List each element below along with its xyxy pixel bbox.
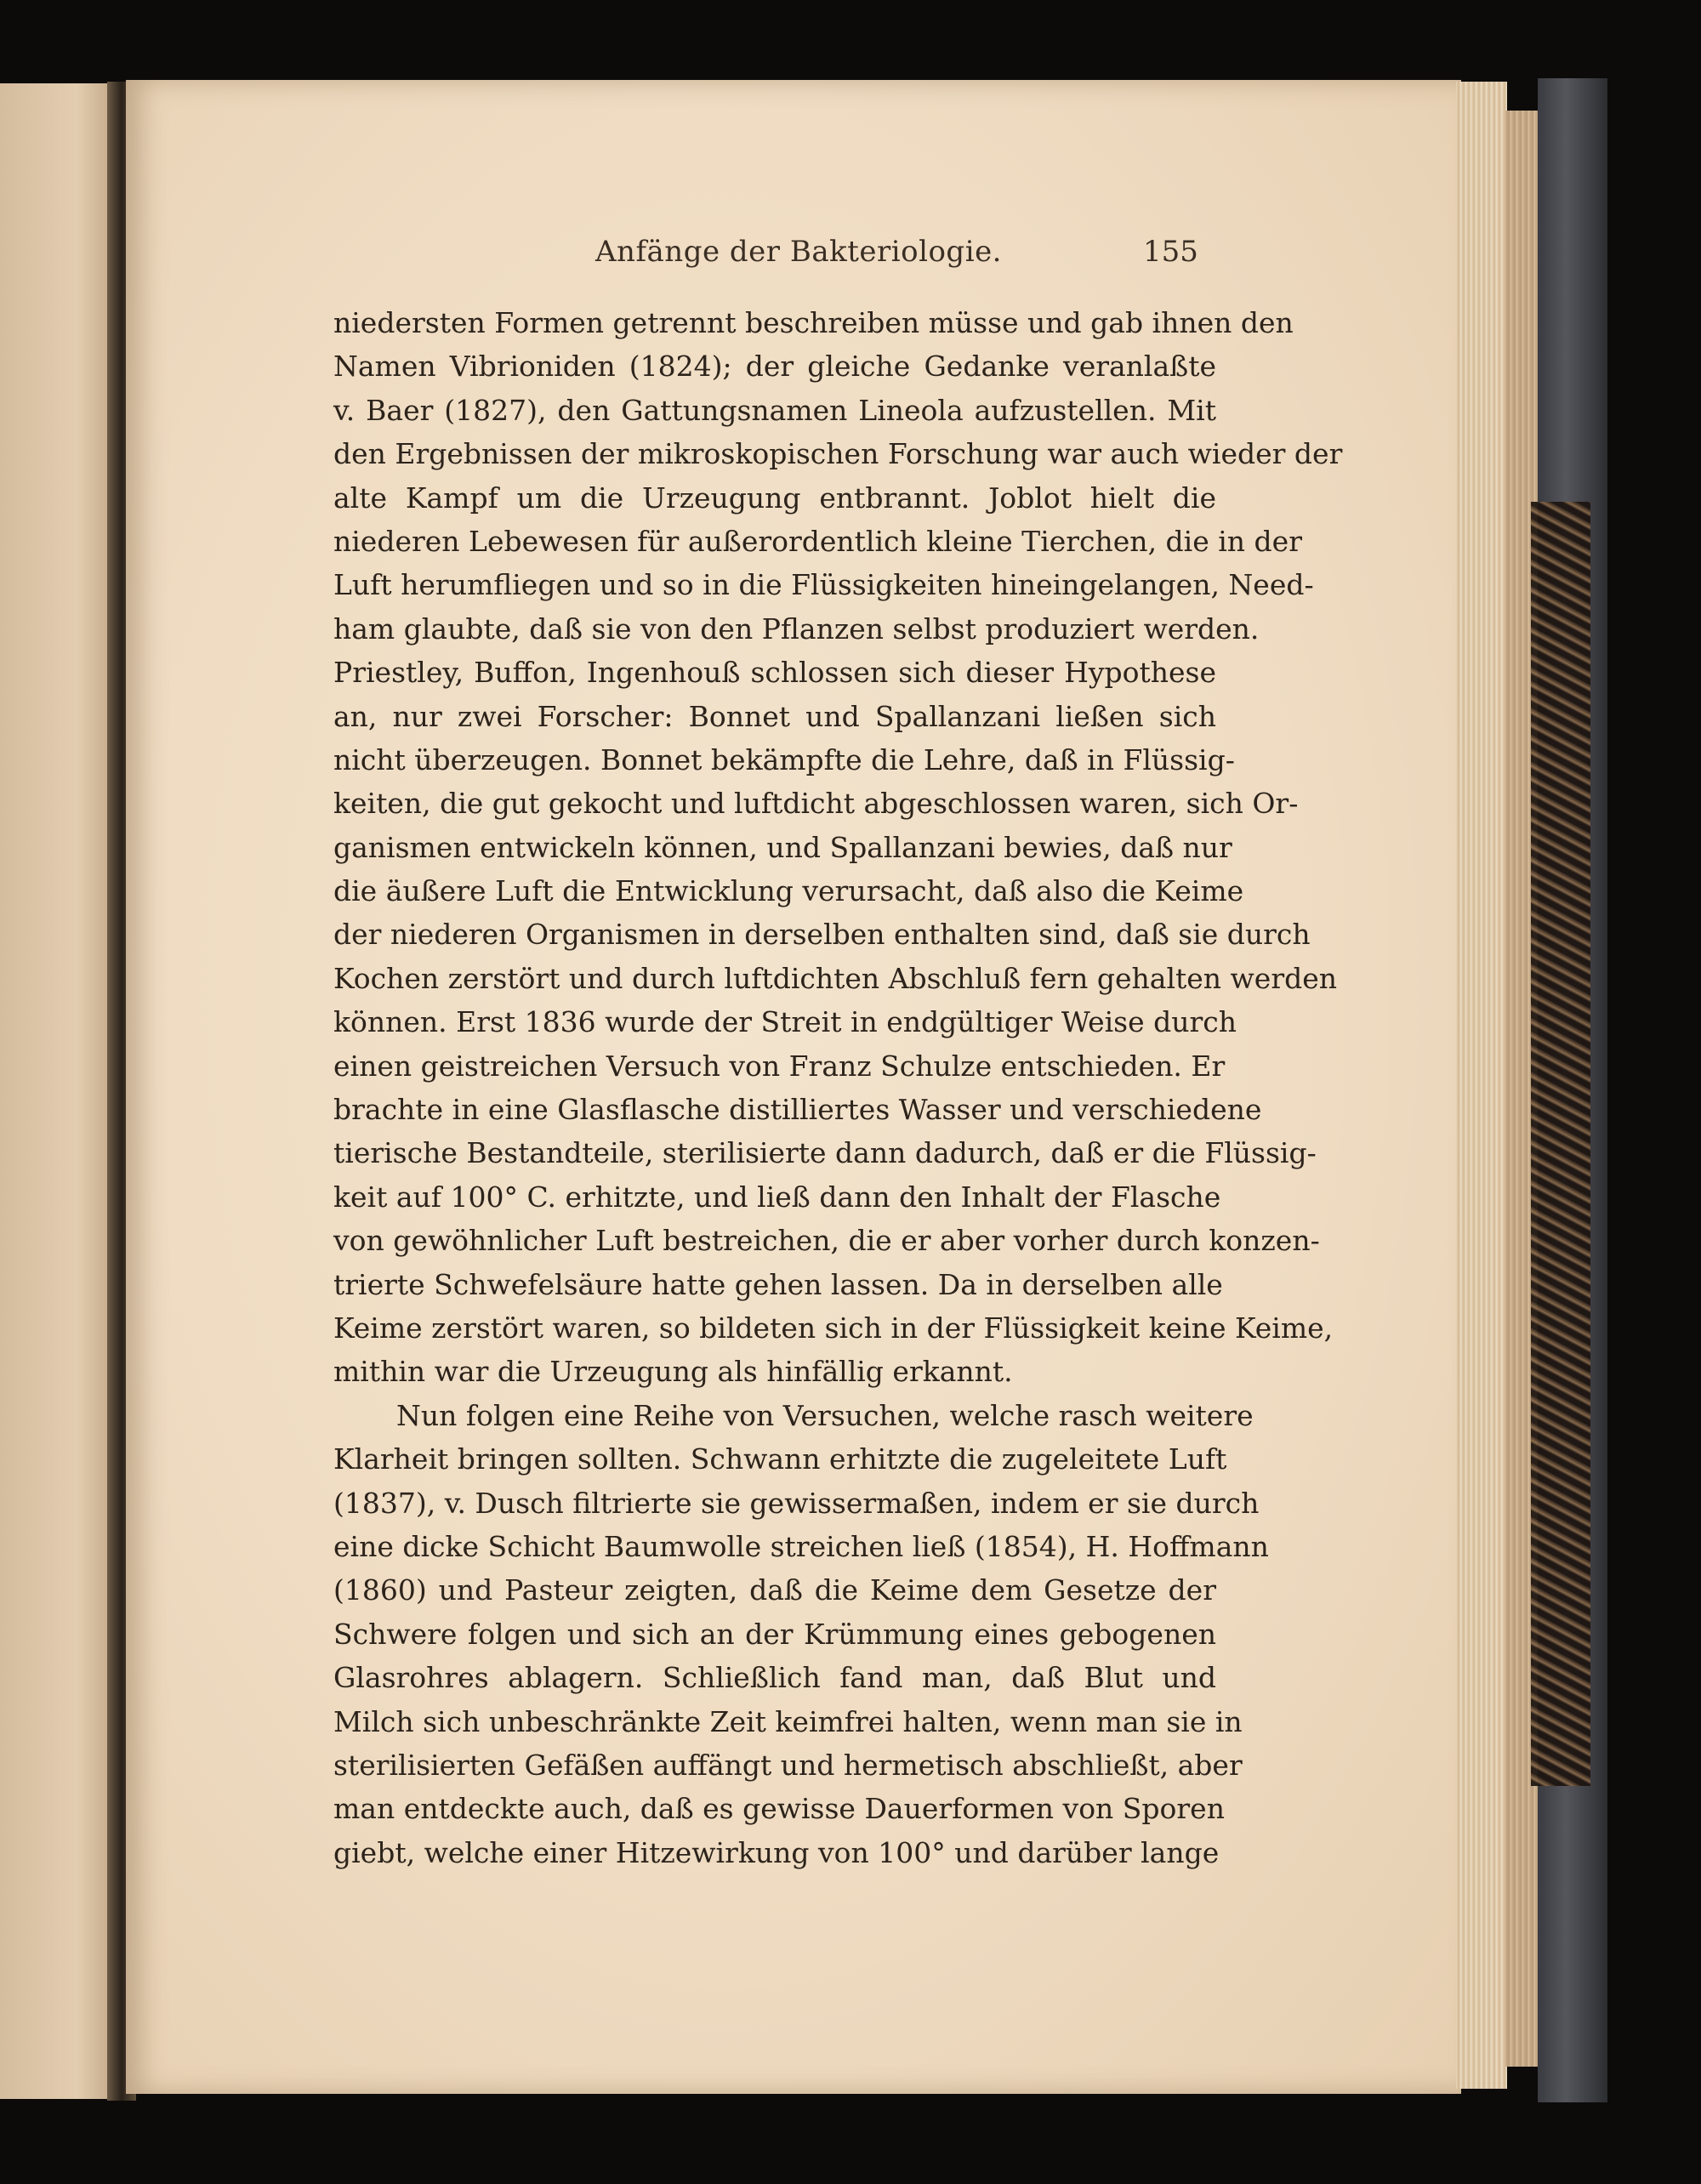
text-line: (1860) und Pasteur zeigten, daß die Keime dem Gesetze der: [333, 1573, 1216, 1607]
text-line: ham glaubte, daß sie von den Pflanzen selbst produziert werden.: [333, 611, 1260, 646]
marbled-endpaper: [1531, 502, 1590, 1786]
text-line: Klarheit bringen sollten. Schwann erhitzte die zugeleitete Luft: [333, 1442, 1227, 1476]
text-line: Schwere folgen und sich an der Krümmung eines gebogenen: [333, 1617, 1216, 1651]
text-line: Namen Vibrioniden (1824); der gleiche Gedanke veranlaßte: [333, 350, 1216, 384]
text-line: Kochen zerstört und durch luftdichten Abschluß fern gehalten werden: [333, 961, 1338, 995]
text-line: brachte in eine Glasflasche distilliertes Wasser und verschiedene: [333, 1093, 1262, 1127]
running-head: Anfänge der Bakteriologie.: [595, 235, 1002, 269]
text-line: niederen Lebewesen für außerordentlich kleine Tierchen, die in der: [333, 524, 1302, 558]
text-line: die äußere Luft die Entwicklung verursacht, daß also die Keime: [333, 874, 1244, 908]
text-line: einen geistreichen Versuch von Franz Schulze entschieden. Er: [333, 1049, 1226, 1083]
text-line: man entdeckte auch, daß es gewisse Dauerformen von Sporen: [333, 1792, 1225, 1826]
text-line: keit auf 100° C. erhitzte, und ließ dann den Inhalt der Flasche: [333, 1180, 1221, 1214]
text-line: giebt, welche einer Hitzewirkung von 100° und darüber lange: [333, 1835, 1220, 1869]
text-line: Milch sich unbeschränkte Zeit keimfrei halten, wenn man sie in: [333, 1704, 1243, 1738]
text-line: alte Kampf um die Urzeugung entbrannt. Joblot hielt die: [333, 481, 1216, 515]
text-line: sterilisierten Gefäßen auffängt und hermetisch abschließt, aber: [333, 1748, 1243, 1782]
text-line: mithin war die Urzeugung als hinfällig erkannt.: [333, 1355, 1013, 1389]
text-line: Priestley, Buffon, Ingenhouß schlossen sich dieser Hypothese: [333, 656, 1216, 690]
text-line: Nun folgen eine Reihe von Versuchen, welche rasch weitere: [396, 1398, 1254, 1432]
page-number: 155: [1143, 235, 1198, 269]
text-line: Luft herumfliegen und so in die Flüssigkeiten hineingelangen, Need-: [333, 568, 1314, 602]
text-line: der niederen Organismen in derselben enthalten sind, daß sie durch: [333, 918, 1311, 952]
text-line: tierische Bestandteile, sterilisierte dann dadurch, daß er die Flüssig-: [333, 1136, 1317, 1170]
text-line: können. Erst 1836 wurde der Streit in endgültiger Weise durch: [333, 1005, 1237, 1039]
text-line: keiten, die gut gekocht und luftdicht abgeschlossen waren, sich Or-: [333, 787, 1299, 821]
text-line: eine dicke Schicht Baumwolle streichen ließ (1854), H. Hoffmann: [333, 1529, 1269, 1563]
text-line: nicht überzeugen. Bonnet bekämpfte die Lehre, daß in Flüssig-: [333, 742, 1235, 776]
text-line: v. Baer (1827), den Gattungsnamen Lineola aufzustellen. Mit: [333, 393, 1216, 427]
text-line: ganismen entwickeln können, und Spallanzani bewies, daß nur: [333, 830, 1232, 864]
page-edges: [1456, 82, 1507, 2089]
text-line: den Ergebnissen der mikroskopischen Forschung war auch wieder der: [333, 437, 1343, 471]
text-line: Glasrohres ablagern. Schließlich fand man, daß Blut und: [333, 1661, 1216, 1695]
text-line: von gewöhnlicher Luft bestreichen, die er aber vorher durch konzen-: [333, 1224, 1320, 1258]
text-line: trierte Schwefelsäure hatte gehen lassen. Da in derselben alle: [333, 1267, 1223, 1301]
text-line: (1837), v. Dusch filtrierte sie gewissermaßen, indem er sie durch: [333, 1486, 1260, 1520]
body-text: [333, 301, 1343, 1874]
text-line: Keime zerstört waren, so bildeten sich in der Flüssigkeit keine Keime,: [333, 1311, 1334, 1345]
text-line: niedersten Formen getrennt beschreiben müsse und gab ihnen den: [333, 306, 1294, 339]
text-line: an, nur zwei Forscher: Bonnet und Spallanzani ließen sich: [333, 699, 1216, 733]
